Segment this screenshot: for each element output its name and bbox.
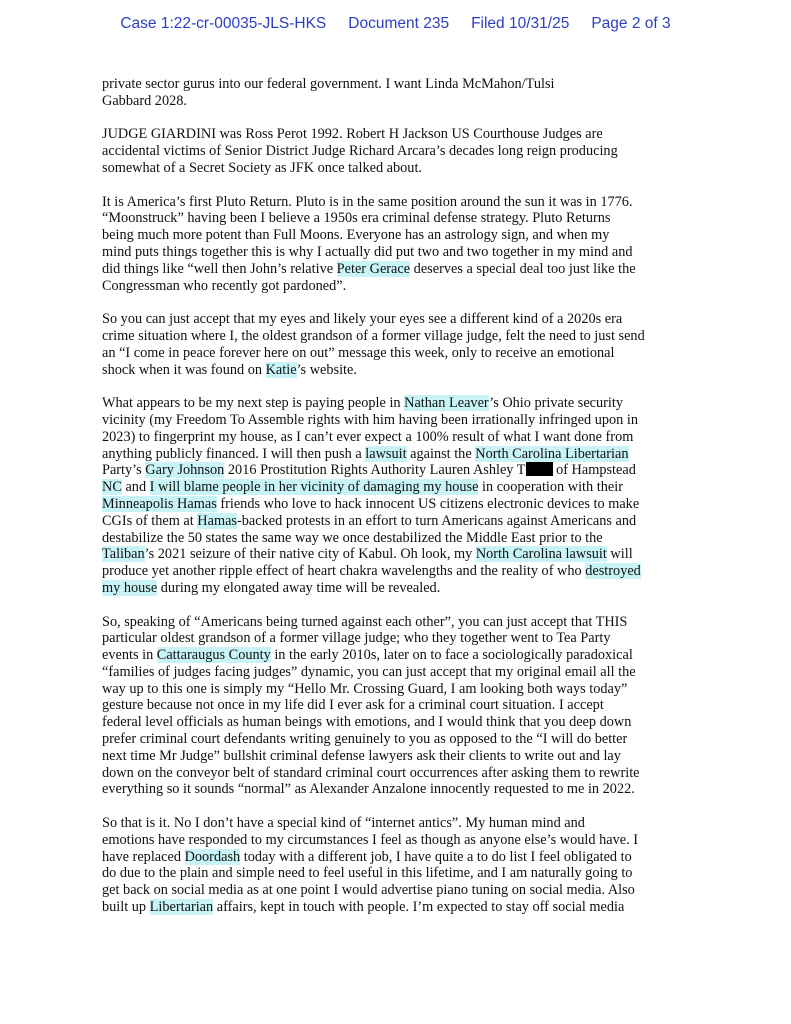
highlighted-text: I will blame people in her vicinity of damaging my house [149, 479, 479, 496]
text-run: Party’s [102, 462, 146, 479]
text-run: in the early 2010s, later on to face a sociologically paradoxical [270, 647, 633, 664]
text-run: produce yet another ripple effect of heart chakra wavelengths and the reality of who [102, 563, 586, 580]
text-run: So, speaking of “Americans being turned against each other”, you can just accept that THIS [102, 613, 628, 630]
paragraph [102, 614, 702, 799]
text-run: “families of judges facing judges” dynamic, you can just accept that my original email all the [102, 663, 636, 680]
highlighted-text: Doordash [184, 848, 241, 865]
text-line [102, 697, 702, 714]
text-run: and [121, 479, 150, 496]
text-line [102, 194, 702, 211]
text-run: It is America’s first Pluto Return. Pluto is in the same position around the sun it was in 1776. [102, 193, 633, 210]
text-line [102, 832, 702, 849]
text-line [102, 513, 702, 530]
text-run: do due to the plain and simple need to feel useful in this lifetime, and I am naturally going to [102, 865, 633, 882]
highlighted-text: North Carolina lawsuit [475, 546, 607, 563]
highlighted-text: NC [102, 479, 122, 496]
highlighted-text: North Carolina Libertarian [475, 445, 629, 462]
text-run: did things like “well then John’s relative [102, 260, 337, 277]
text-line [102, 261, 702, 278]
highlighted-text: Taliban [102, 546, 145, 563]
text-run: destabilize the 50 states the same way we once destabilized the Middle East prior to the [102, 529, 603, 546]
text-run: next time Mr Judge” bullshit criminal defense lawyers ask their clients to write out and lay [102, 747, 621, 764]
text-run: anything publicly financed. I will then push a [102, 445, 366, 462]
text-line [102, 412, 702, 429]
text-line [102, 714, 702, 731]
text-run: particular oldest grandson of a former village judge; who they together went to Tea Party [102, 630, 611, 647]
text-line [102, 278, 702, 295]
highlighted-text: lawsuit [365, 445, 407, 462]
text-run: being much more potent than Full Moons. Everyone has an astrology sign, and when my [102, 227, 610, 244]
text-run: of Hampstead [552, 462, 636, 479]
text-run: 2023) to fingerprint my house, as I can’t ever expect a 100% result of what I want done from [102, 428, 634, 445]
text-run: vicinity (my Freedom To Assemble rights with him having been irrationally infringed upon in [102, 411, 638, 428]
text-line [102, 328, 702, 345]
highlighted-text: Katie [265, 361, 297, 378]
text-run: against the [406, 445, 476, 462]
highlighted-text: Minneapolis Hamas [102, 495, 217, 512]
text-run: have replaced [102, 848, 185, 865]
text-run: emotions have responded to my circumstances I feel as though as anyone else’s would have. I [102, 831, 638, 848]
text-run: Gabbard 2028. [102, 92, 187, 109]
highlighted-text: Hamas [197, 512, 237, 529]
text-run: events in [102, 647, 157, 664]
text-run: down on the conveyor belt of standard criminal court occurrences after asking them to rewrite [102, 764, 640, 781]
text-line [102, 664, 702, 681]
filed-date: Filed 10/31/25 [471, 15, 570, 32]
text-run: CGIs of them at [102, 512, 198, 529]
text-line [102, 446, 702, 463]
text-run: somewhat of a Secret Society as JFK once talked about. [102, 159, 423, 176]
highlighted-text: destroyed [585, 563, 641, 580]
text-line [102, 815, 702, 832]
text-line [102, 227, 702, 244]
text-run: crime situation where I, the oldest grandson of a former village judge, felt the need to just send [102, 327, 645, 344]
text-line [102, 731, 702, 748]
redaction-box [526, 462, 553, 476]
text-line [102, 630, 702, 647]
highlighted-text: my house [102, 579, 158, 596]
text-run: way up to this one is simply my “Hello Mr. Crossing Guard, I am looking both ways today” [102, 680, 628, 697]
paragraph [102, 194, 702, 295]
text-line [102, 546, 702, 563]
text-run: affairs, kept in touch with people. I’m expected to stay off social media [213, 899, 625, 916]
text-run: What appears to be my next step is paying people in [102, 395, 405, 412]
text-run: ’s 2021 seizure of their native city of Kabul. Oh look, my [144, 546, 476, 563]
page-number: Page 2 of 3 [591, 15, 671, 32]
text-line [102, 479, 702, 496]
text-run: private sector gurus into our federal government. I want Linda McMahon/Tulsi [102, 76, 555, 92]
text-line [102, 781, 702, 798]
highlighted-text: Peter Gerace [336, 260, 411, 277]
text-run: So you can just accept that my eyes and likely your eyes see a different kind of a 2020s era [102, 311, 623, 328]
highlighted-text: Nathan Leaver [404, 395, 490, 412]
text-line [102, 462, 702, 479]
text-line [102, 681, 702, 698]
text-line [102, 429, 702, 446]
text-run: ’s Ohio private security [489, 395, 624, 412]
highlighted-text: Gary Johnson [145, 462, 225, 479]
text-run: during my elongated away time will be revealed. [157, 579, 441, 596]
text-line [102, 143, 702, 160]
text-line [102, 93, 702, 110]
text-run: built up [102, 899, 150, 916]
text-line [102, 345, 702, 362]
text-run: federal level officials as human beings with emotions, and I would think that you deep down [102, 714, 632, 731]
text-run: So that is it. No I don’t have a special kind of “internet antics”. My human mind and [102, 815, 585, 832]
text-line [102, 126, 702, 143]
text-line [102, 765, 702, 782]
text-run: ’s website. [296, 361, 357, 378]
document-number: Document 235 [348, 15, 450, 32]
text-run: “Moonstruck” having been I believe a 1950s era criminal defense strategy. Pluto Returns [102, 210, 611, 227]
paragraph [102, 76, 702, 110]
text-line [102, 563, 702, 580]
text-run: Congressman who recently got pardoned”. [102, 277, 347, 294]
highlighted-text: Cattaraugus County [156, 647, 271, 664]
text-run: mind puts things together this is why I actually did put two and two together in my mind and [102, 243, 633, 260]
text-line [102, 210, 702, 227]
text-line [102, 899, 702, 916]
text-line [102, 614, 702, 631]
text-run: will [606, 546, 633, 563]
text-line [102, 882, 702, 899]
text-run: friends who love to hack innocent US citizens electronic devices to make [216, 495, 640, 512]
text-run: in cooperation with their [478, 479, 623, 496]
letter-body [102, 76, 702, 933]
text-line [102, 496, 702, 513]
text-run: everything so it sounds “normal” as Alexander Anzalone innocently requested to me in 2022. [102, 781, 635, 798]
text-run: 2016 Prostitution Rights Authority Lauren Ashley T [224, 462, 526, 479]
text-run: -backed protests in an effort to turn Americans against Americans and [237, 512, 637, 529]
text-line [102, 865, 702, 882]
text-run: gesture because not once in my life did I ever ask for a criminal court situation. I accept [102, 697, 604, 714]
text-line [102, 160, 702, 177]
text-line [102, 849, 702, 866]
text-line [102, 244, 702, 261]
text-line [102, 395, 702, 412]
paragraph [102, 395, 702, 597]
text-run: get back on social media as at one point I would advertise piano tuning on social media. Also [102, 882, 635, 899]
case-number: Case 1:22-cr-00035-JLS-HKS [120, 15, 327, 32]
text-line [102, 311, 702, 328]
highlighted-text: Libertarian [149, 899, 214, 916]
paragraph [102, 126, 702, 176]
text-line [102, 362, 702, 379]
text-line [102, 647, 702, 664]
text-run: deserves a special deal too just like the [410, 260, 636, 277]
text-line [102, 748, 702, 765]
text-run: JUDGE GIARDINI was Ross Perot 1992. Robert H Jackson US Courthouse Judges are [102, 126, 603, 143]
court-filing-header [0, 15, 791, 33]
text-run: shock when it was found on [102, 361, 266, 378]
text-run: today with a different job, I have quite a to do list I feel obligated to [240, 848, 632, 865]
text-line [102, 530, 702, 547]
text-line [102, 76, 702, 93]
text-line [102, 580, 702, 597]
paragraph [102, 311, 702, 378]
text-run: accidental victims of Senior District Judge Richard Arcara’s decades long reign producing [102, 143, 618, 160]
text-run: an “I come in peace forever here on out” message this week, only to receive an emotional [102, 344, 615, 361]
paragraph [102, 815, 702, 916]
text-run: prefer criminal court defendants writing genuinely to you as opposed to the “I will do better [102, 731, 628, 748]
